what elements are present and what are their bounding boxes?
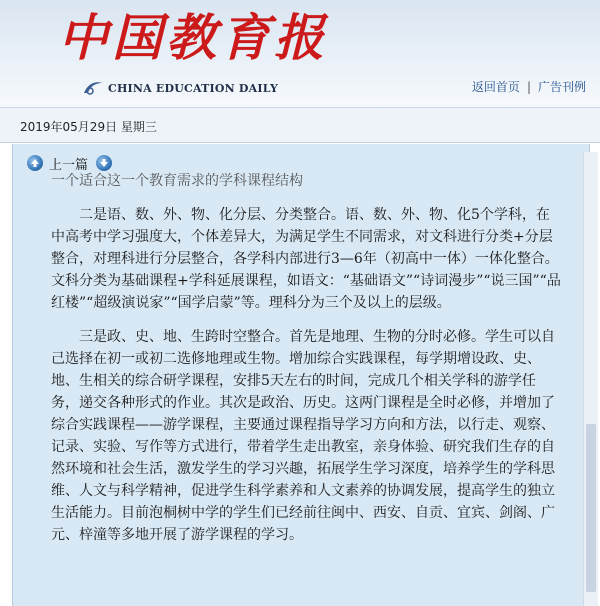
article-body xyxy=(51,173,561,606)
brand-logo xyxy=(82,78,278,98)
issue-date: 2019年05月29日 星期三 xyxy=(20,120,157,134)
date-bar xyxy=(0,107,600,143)
prev-arrow-icon[interactable] xyxy=(27,155,43,171)
link-divider: | xyxy=(526,79,531,94)
clipped-line: 一个适合这一个教育需求的学科课程结构 xyxy=(51,173,303,189)
site-header xyxy=(0,0,600,107)
paragraph-3: 三是政、史、地、生跨时空整合。首先是地理、生物的分时必修。学生可以自己选择在初一或初二选修地理或生物。增加综合实践课程，每学期增设政、史、地、生相关的综合研学课程，安排5天左右的时间，完成几个相关学科的游学任务，递交各种形式的作业。其次是政治、历史。这两门课程是全时必修，并增加了综合实践课程——游学课程，主要通过课程指导学习方向和方法，以行走、观察、记录、实验、写作等方式进行，带着学生走出教室，亲身体验、研究我们生存的自然环境和社会生活，激发学生的学习兴趣，拓展学生学习深度，培养学生的学科思维、人文与科学精神，促进学生科学素养和人文素养的协调发展，提高学生的独立生活能力。目前泡桐树中学的学生们已经前往闽中、西安、自贡、宜宾、剑阁、广元、梓潼等多地开展了游学课程的学习。 xyxy=(51,329,555,543)
home-link[interactable]: 返回首页 xyxy=(471,80,520,94)
masthead-logo: 中国教育报 xyxy=(58,8,328,67)
vertical-scrollbar[interactable] xyxy=(583,152,598,606)
scrollbar-thumb[interactable] xyxy=(586,424,596,592)
next-arrow-icon[interactable] xyxy=(96,155,112,171)
china-education-logo-icon xyxy=(82,79,104,97)
ad-rates-link[interactable]: 广告刊例 xyxy=(537,80,586,94)
top-links xyxy=(472,78,586,95)
logo-text: CHINA EDUCATION DAILY xyxy=(108,81,279,95)
paragraph-2: 二是语、数、外、物、化分层、分类整合。语、数、外、物、化5个学科，在中高考中学习强度大，个体差异大，为满足学生不同需求，对文科进行分类+分层整合，对理科进行分层整合，各学科内部进行3—6年（初高中一体）一体化整合。文科分类为基础课程+学科延展课程，如语文：“基础语文”“诗词漫步”“说三国”“品红楼”“超级演说家”“国学启蒙”等。理科分为三个及以上的层级。 xyxy=(51,207,561,311)
prev-article-link[interactable]: 上一篇 xyxy=(49,157,89,173)
article-panel xyxy=(12,144,590,606)
